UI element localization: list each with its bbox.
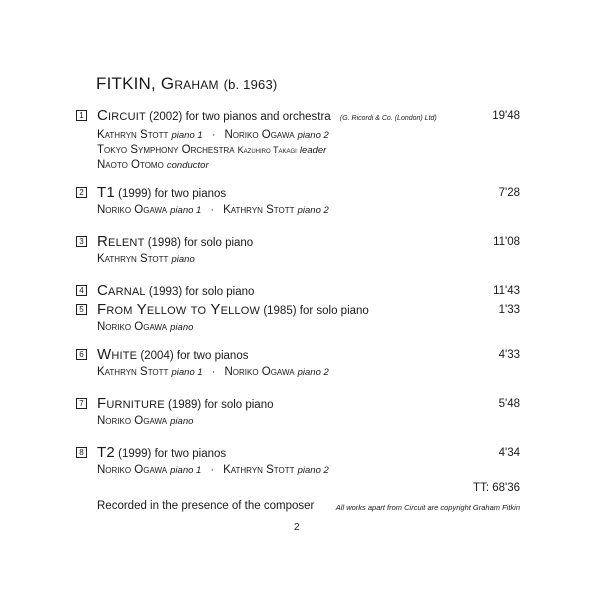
separator-dot: · xyxy=(210,204,215,216)
copyright-note: All works apart from Circuit are copyright Graham Fitkin xyxy=(335,503,520,512)
track-number: 5 xyxy=(76,304,87,315)
performer-name: Kathryn Stott xyxy=(97,129,169,141)
separator-dot: · xyxy=(211,366,216,378)
track-duration: 1'33 xyxy=(498,304,520,316)
track-6 xyxy=(76,346,520,380)
performer-line xyxy=(97,143,520,158)
track-2 xyxy=(76,184,520,218)
work-scoring: for solo piano xyxy=(204,399,274,411)
performer-role: piano xyxy=(170,416,194,427)
track-title-line xyxy=(97,282,520,301)
separator-dot: · xyxy=(211,129,216,141)
composer-heading: FITKIN, Graham (b. 1963) xyxy=(96,74,278,93)
performer-name: Noriko Ogawa xyxy=(224,129,295,141)
track-4 xyxy=(76,282,520,301)
track-number: 7 xyxy=(76,398,87,409)
work-scoring: for solo piano xyxy=(184,237,254,249)
performer-name: Noriko Ogawa xyxy=(224,366,295,378)
performer-name: Kathryn Stott xyxy=(97,366,169,378)
work-scoring: for two pianos xyxy=(154,448,227,460)
total-time: TT: 68'36 xyxy=(473,482,520,494)
work-scoring: for solo piano xyxy=(299,305,369,317)
track-title-line xyxy=(97,395,520,414)
performer-name: Noriko Ogawa xyxy=(97,321,168,333)
work-year: (1989) xyxy=(168,399,202,411)
track-duration: 4'34 xyxy=(498,447,520,459)
performer-line xyxy=(97,128,520,143)
composer-dates: (b. 1963) xyxy=(223,77,278,92)
track-3 xyxy=(76,233,520,267)
performer-role: piano xyxy=(170,322,194,333)
track-title-line xyxy=(97,346,520,365)
track-title-line xyxy=(97,444,520,463)
performer-line xyxy=(97,320,520,335)
conductor-name: Naoto Otomo xyxy=(97,159,164,171)
track-duration: 7'28 xyxy=(498,187,520,199)
work-title: Circuit xyxy=(97,107,146,124)
work-year: (1999) xyxy=(118,188,152,200)
performer-role: piano 2 xyxy=(297,205,329,216)
track-title-line xyxy=(97,301,520,320)
work-year: (1985) xyxy=(263,305,297,317)
performer-line xyxy=(97,463,520,478)
work-year: (1993) xyxy=(148,286,183,298)
work-title: Relent xyxy=(97,233,145,250)
track-5 xyxy=(76,301,520,335)
track-duration: 4'33 xyxy=(498,349,520,361)
track-title-line xyxy=(97,107,520,128)
conductor-role: conductor xyxy=(166,160,209,171)
track-number: 1 xyxy=(76,110,87,121)
performer-role: piano 1 xyxy=(171,130,203,141)
work-title: Furniture xyxy=(97,395,165,412)
track-title-line xyxy=(97,233,520,252)
performer-line xyxy=(97,203,520,218)
work-year: (1998) xyxy=(147,237,181,249)
track-8 xyxy=(76,444,520,478)
work-publisher: (G. Ricordi & Co. (London) Ltd) xyxy=(339,115,437,122)
performer-role: piano 1 xyxy=(170,465,202,476)
performer-role: piano xyxy=(171,254,195,265)
work-scoring: for solo piano xyxy=(185,286,255,298)
work-year: (1999) xyxy=(118,448,152,460)
recording-note: Recorded in the presence of the composer xyxy=(97,500,315,512)
work-title: From Yellow to Yellow xyxy=(97,301,261,318)
work-scoring: for two pianos and orchestra xyxy=(185,111,331,123)
performer-role: piano 2 xyxy=(297,367,329,378)
performer-name: Kathryn Stott xyxy=(223,204,295,216)
track-number: 2 xyxy=(76,187,87,198)
composer-forename: Graham xyxy=(160,74,219,93)
work-title: Carnal xyxy=(97,282,146,299)
track-duration: 5'48 xyxy=(498,398,520,410)
performer-name: Kathryn Stott xyxy=(223,464,295,476)
performer-name: Noriko Ogawa xyxy=(97,415,168,427)
performer-line xyxy=(97,158,520,173)
performer-line xyxy=(97,252,520,267)
track-number: 4 xyxy=(76,285,87,296)
track-title-line xyxy=(97,184,520,203)
performer-role: piano 2 xyxy=(297,130,329,141)
work-scoring: for two pianos xyxy=(176,350,249,362)
performer-line xyxy=(97,365,520,380)
track-number: 6 xyxy=(76,349,87,360)
separator-dot: · xyxy=(210,464,215,476)
leader-role: leader xyxy=(299,145,327,156)
work-scoring: for two pianos xyxy=(154,188,227,200)
work-year: (2004) xyxy=(140,350,174,362)
track-number: 3 xyxy=(76,236,87,247)
orchestra-name: Tokyo Symphony Orchestra xyxy=(97,144,235,156)
track-duration: 19'48 xyxy=(492,110,520,122)
track-number: 8 xyxy=(76,447,87,458)
performer-name: Kathryn Stott xyxy=(97,253,169,265)
track-7 xyxy=(76,395,520,429)
track-duration: 11'43 xyxy=(493,285,520,297)
composer-surname: FITKIN xyxy=(96,74,152,93)
performer-role: piano 2 xyxy=(297,465,329,476)
performer-role: piano 1 xyxy=(170,205,202,216)
track-1 xyxy=(76,107,520,173)
work-title: White xyxy=(97,346,138,363)
page-number: 2 xyxy=(294,522,300,533)
work-title: T1 xyxy=(97,184,115,201)
track-duration: 11'08 xyxy=(493,236,520,248)
work-year: (2002) xyxy=(149,111,183,123)
leader-name: Kazuhiro Takagi xyxy=(237,145,297,155)
performer-role: piano 1 xyxy=(171,367,203,378)
performer-name: Noriko Ogawa xyxy=(97,204,168,216)
performer-line xyxy=(97,414,520,429)
work-title: T2 xyxy=(97,444,115,461)
performer-name: Noriko Ogawa xyxy=(97,464,168,476)
